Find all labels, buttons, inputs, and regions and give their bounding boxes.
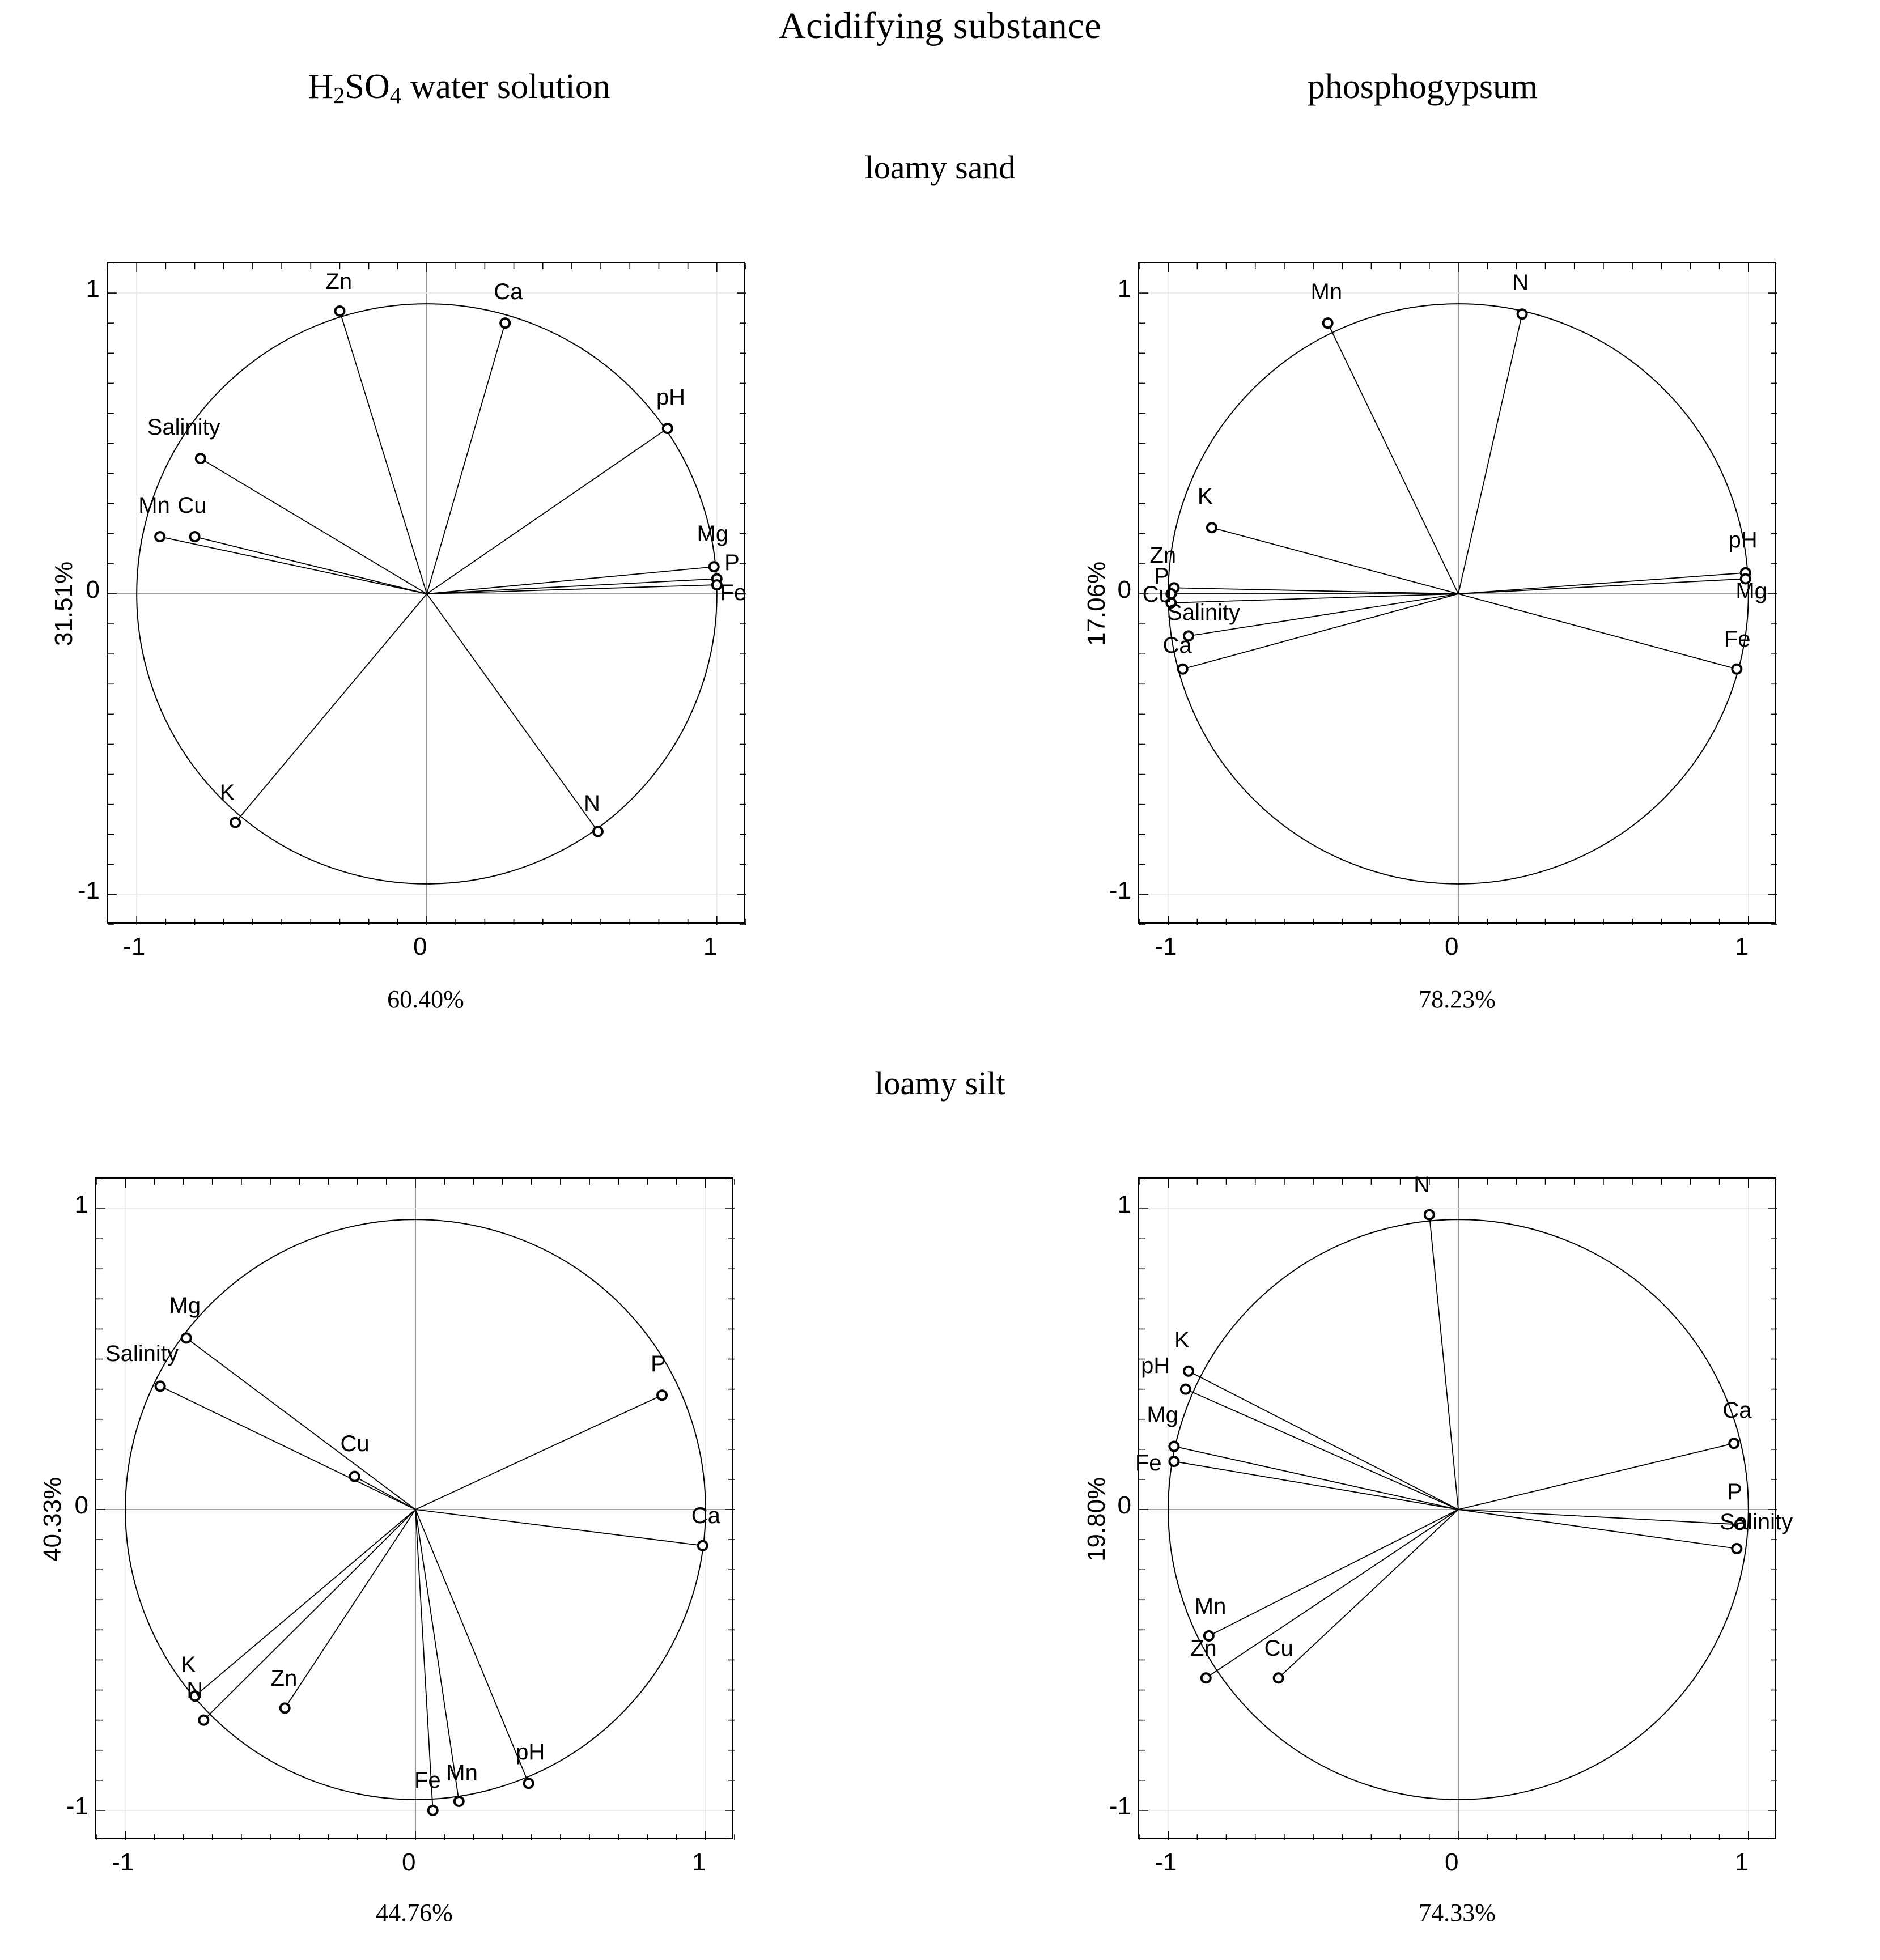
x-axis-variance-label: 44.76% — [376, 1899, 453, 1927]
variable-label-pH: pH — [656, 384, 686, 410]
loading-vector-Fe — [1174, 1461, 1458, 1510]
variable-label-Cu: Cu — [1142, 581, 1172, 607]
y-tick-label: 1 — [86, 275, 100, 303]
variable-label-N: N — [1414, 1172, 1431, 1198]
data-point-marker-Salinity[interactable] — [1732, 1544, 1741, 1553]
row-title-loamy-silt: loamy silt — [875, 1065, 1005, 1102]
variable-label-Mg: Mg — [697, 521, 729, 547]
variable-label-Fe: Fe — [720, 580, 747, 605]
correlation-circle-plot — [1139, 1179, 1777, 1840]
loading-vector-Zn — [1206, 1510, 1458, 1678]
variable-label-Ca: Ca — [691, 1503, 720, 1529]
variable-label-Salinity: Salinity — [105, 1341, 179, 1366]
variable-label-Zn: Zn — [325, 269, 353, 294]
y-axis-variance-label: 40.33% — [39, 1477, 66, 1562]
variable-label-Zn: Zn — [1190, 1635, 1217, 1661]
data-point-marker-Ca[interactable] — [1729, 1439, 1738, 1448]
variable-label-Mg: Mg — [169, 1293, 201, 1318]
loading-vector-Mg — [1174, 1447, 1458, 1510]
variable-label-Mn: Mn — [138, 493, 170, 518]
x-tick-label: -1 — [112, 1848, 134, 1876]
y-tick-label: -1 — [1109, 876, 1131, 904]
variable-label-P: P — [1154, 563, 1169, 589]
variable-label-K: K — [1197, 484, 1213, 509]
variable-label-Mg: Mg — [1147, 1402, 1178, 1428]
y-axis-variance-label: 17.06% — [1083, 561, 1110, 646]
x-tick-label: 0 — [413, 933, 427, 960]
variable-label-N: N — [1512, 270, 1529, 296]
variable-label-Ca: Ca — [1162, 632, 1192, 658]
data-point-marker-Zn[interactable] — [1202, 1673, 1211, 1682]
variable-label-pH: pH — [516, 1740, 545, 1765]
x-tick-label: -1 — [123, 933, 146, 960]
variable-label-N: N — [186, 1678, 203, 1703]
variable-label-Mn: Mn — [446, 1761, 478, 1786]
y-tick-label: 0 — [74, 1491, 88, 1519]
variable-label-K: K — [180, 1652, 196, 1678]
variable-label-Mn: Mn — [1194, 1593, 1227, 1619]
y-tick-label: -1 — [77, 876, 100, 904]
x-tick-label: 1 — [1734, 933, 1749, 960]
x-tick-label: 1 — [703, 933, 718, 960]
x-tick-label: -1 — [1155, 1848, 1177, 1876]
variable-label-Fe: Fe — [1135, 1451, 1162, 1476]
x-tick-label: 1 — [1734, 1848, 1749, 1876]
data-point-marker-Cu[interactable] — [1274, 1673, 1283, 1682]
variable-label-K: K — [1174, 1327, 1190, 1353]
row-title-loamy-sand: loamy sand — [864, 149, 1016, 186]
y-tick-label: -1 — [66, 1792, 88, 1820]
x-axis-variance-label: 74.33% — [1419, 1899, 1496, 1927]
y-tick-label: 0 — [86, 576, 100, 603]
y-axis-variance-label: 19.80% — [1083, 1477, 1110, 1562]
x-axis-variance-label: 60.40% — [387, 985, 464, 1013]
loading-vector-K — [1189, 1371, 1458, 1510]
variable-label-pH: pH — [1141, 1353, 1170, 1378]
variable-label-P: P — [724, 550, 740, 575]
variable-label-Salinity: Salinity — [147, 415, 220, 440]
variable-label-Fe: Fe — [414, 1768, 441, 1793]
variable-label-Cu: Cu — [340, 1431, 370, 1456]
data-point-marker-Mg[interactable] — [1169, 1442, 1178, 1451]
variable-label-P: P — [651, 1351, 666, 1377]
y-tick-label: 0 — [1117, 576, 1131, 603]
y-tick-label: 1 — [1117, 275, 1131, 303]
x-axis-variance-label: 78.23% — [1419, 985, 1496, 1013]
column-title-h2so4-text: $H_2SO_4$ water solution — [308, 67, 610, 108]
loading-vector-P — [1458, 1510, 1739, 1525]
x-tick-label: 1 — [691, 1848, 706, 1876]
variable-label-Ca: Ca — [1722, 1398, 1752, 1423]
variable-label-Zn: Zn — [270, 1665, 298, 1691]
loading-vector-Salinity — [1458, 1510, 1737, 1549]
variable-label-Mg: Mg — [1735, 579, 1767, 604]
x-tick-label: 0 — [402, 1848, 416, 1876]
y-tick-label: 1 — [1117, 1191, 1131, 1219]
data-point-marker-pH[interactable] — [1181, 1385, 1190, 1394]
variable-label-Salinity: Salinity — [1720, 1509, 1793, 1534]
x-tick-label: 0 — [1445, 933, 1459, 960]
y-tick-label: 0 — [1117, 1491, 1131, 1519]
column-title-phosphogypsum: phosphogypsum — [1307, 67, 1538, 106]
y-tick-label: -1 — [1109, 1792, 1131, 1820]
variable-label-Cu: Cu — [177, 493, 207, 518]
x-tick-label: 0 — [1445, 1848, 1459, 1876]
x-tick-label: -1 — [1155, 933, 1177, 960]
loading-vector-pH — [1186, 1389, 1458, 1510]
variable-label-Salinity: Salinity — [1167, 600, 1241, 625]
variable-label-Ca: Ca — [494, 279, 523, 305]
variable-label-pH: pH — [1728, 528, 1758, 553]
variable-label-P: P — [1726, 1479, 1742, 1504]
data-point-marker-N[interactable] — [1425, 1210, 1434, 1219]
data-point-marker-Fe[interactable] — [1169, 1457, 1178, 1466]
loading-vector-Cu — [1279, 1510, 1458, 1678]
y-axis-variance-label: 31.51% — [50, 561, 78, 646]
variable-label-N: N — [583, 790, 600, 816]
variable-label-Cu: Cu — [1264, 1635, 1293, 1661]
plot-frame — [1138, 1177, 1776, 1839]
variable-label-Zn: Zn — [1149, 542, 1177, 568]
variable-label-K: K — [219, 780, 235, 806]
variable-label-Fe: Fe — [1724, 627, 1751, 652]
variable-label-Mn: Mn — [1310, 279, 1343, 305]
loading-vector-Mn — [1209, 1510, 1458, 1636]
y-tick-label: 1 — [74, 1191, 88, 1219]
loading-vector-Ca — [1458, 1443, 1734, 1510]
data-point-marker-K[interactable] — [1184, 1367, 1193, 1376]
loading-vector-N — [1429, 1215, 1458, 1510]
figure-title: Acidifying substance — [778, 5, 1102, 46]
